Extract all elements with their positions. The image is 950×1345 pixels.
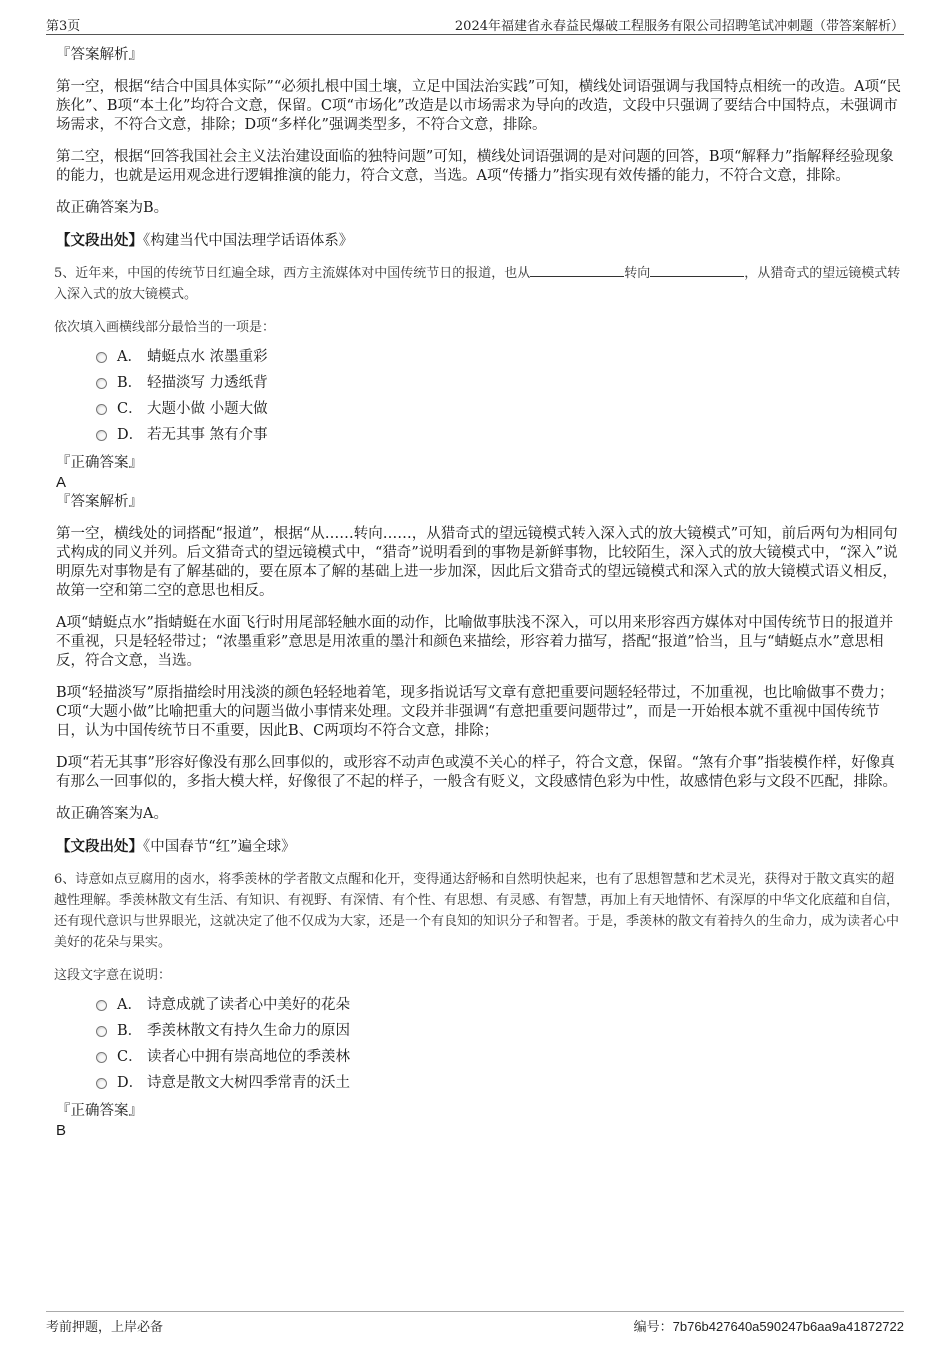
q5-source-label: 【文段出处】: [56, 838, 143, 855]
radio-icon[interactable]: [96, 352, 107, 363]
radio-icon[interactable]: [96, 1000, 107, 1011]
q6-option-a[interactable]: [96, 992, 902, 1018]
q5-blank-2: [650, 264, 744, 277]
option-letter: C．: [117, 401, 143, 417]
q5-analysis-label: 『答案解析』: [56, 494, 143, 510]
footer-slogan: 考前押题，上岸必备: [46, 1320, 164, 1335]
q5-analysis-para3: B项“轻描淡写”原指描绘时用浅淡的颜色轻轻地着笔，现多指说话写文章有意把重要问题轻轻带过，不加重视，也比喻做事不费力；C项“大题小做”比喻把重大的问题当做小事情来处理。文段并非强调“有意把重要问题带过”，而是一开始根本就不重视中国传统节日，认为中国传统节日不重要，因此B、C两项均不符合文意，排除；: [56, 685, 894, 739]
q5-analysis-para1: 第一空，横线处的词搭配“报道”，根据“从……转向……，从猎奇式的望远镜模式转入深入式的放大镜模式”可知，前后两句为相同句式构成的同义并列。后文猎奇式的望远镜模式中，“猎奇”说明看到的事物是新鲜事物，比较陌生，深入式的放大镜模式中，“深入”说明原先对事物是有了解基础的，要在原本了解的基础上进一步加深，因此后文猎奇式的望远镜模式和深入式的放大镜模式语义相反，故第一空和第二空的意思也相反。: [56, 526, 898, 599]
q4-analysis-label: 『答案解析』: [56, 47, 143, 63]
option-text: 诗意成就了读者心中美好的花朵: [147, 997, 350, 1013]
option-text: 大题小做 小题大做: [147, 401, 268, 417]
option-letter: B．: [117, 375, 143, 391]
option-text: 轻描淡写 力透纸背: [147, 375, 268, 391]
q5-conclusion: 故正确答案为A。: [56, 806, 168, 822]
q5-source: [56, 837, 902, 857]
q5-prompt: 依次填入画横线部分最恰当的一项是：: [54, 320, 276, 335]
q6-option-c[interactable]: [96, 1044, 902, 1070]
page-footer: [46, 1311, 904, 1336]
q6-correct-answer: B: [56, 1122, 67, 1139]
option-letter: D．: [117, 427, 144, 443]
q6-prompt: 这段文字意在说明：: [54, 968, 172, 983]
option-letter: D．: [117, 1075, 144, 1091]
radio-icon[interactable]: [96, 1026, 107, 1037]
q4-analysis-para1: 第一空，根据“结合中国具体实际”“必须扎根中国土壤，立足中国法治实践”可知，横线处词语强调与我国特点相统一的改造。A项“民族化”、B项“本土化”均符合文意，保留。C项“市场化”改造是以市场需求为导向的改造，文段中只强调了要结合中国特点，未强调市场需求，不符合文意，排除；D项“多样化”强调类型多，不符合文意，排除。: [56, 79, 902, 133]
radio-icon[interactable]: [96, 1052, 107, 1063]
radio-icon[interactable]: [96, 1078, 107, 1089]
q5-option-d[interactable]: [96, 422, 902, 448]
option-text: 蜻蜓点水 浓墨重彩: [147, 349, 268, 365]
page-number: 第3页: [46, 19, 81, 34]
document-body: [56, 46, 902, 1140]
q4-conclusion: 故正确答案为B。: [56, 200, 169, 216]
q6-option-b[interactable]: [96, 1018, 902, 1044]
q5-analysis-para4: D项“若无其事”形容好像没有那么回事似的，或形容不动声色或漠不关心的样子，符合文意，保留。“煞有介事”指装模作样，好像真有那么一回事似的，多指大模大样，好像很了不起的样子，一般含有贬义，文段感情色彩为中性，故感情色彩与文段不匹配，排除。: [56, 755, 897, 790]
q5-stem: [54, 263, 902, 305]
option-letter: C．: [117, 1049, 143, 1065]
radio-icon[interactable]: [96, 430, 107, 441]
q6-stem: 6、诗意如点豆腐用的卤水，将季羡林的学者散文点醒和化开，变得通达舒畅和自然明快起来，也有了思想智慧和艺术灵光，获得对于散文真实的超越性理解。季羡林散文有生活、有知识、有视野、有深情、有个性、有思想、有灵感、有智慧，再加上有天地情怀、有深厚的中华文化底蕴和自信，还有现代意识与世界眼光，这就决定了他不仅成为大家，还是一个有良知的知识分子和智者。于是，季羡林的散文有着持久的生命力，成为读者心中美好的花朵与果实。: [54, 872, 900, 950]
option-letter: B．: [117, 1023, 143, 1039]
q6-options: [96, 992, 902, 1096]
q5-correct-label: 『正确答案』: [56, 455, 143, 471]
option-text: 季羡林散文有持久生命力的原因: [147, 1023, 350, 1039]
footer-serial: [634, 1316, 904, 1335]
page-header: [46, 12, 904, 35]
q5-blank-1: [530, 264, 624, 277]
q5-analysis-para2: A项“蜻蜓点水”指蜻蜓在水面飞行时用尾部轻触水面的动作，比喻做事肤浅不深入，可以用来形容西方媒体对中国传统节日的报道并不重视，只是轻轻带过；“浓墨重彩”意思是用浓重的墨汁和颜色来描绘，形容着力描写，搭配“报道”恰当，且与“蜻蜓点水”意思相反，符合文意，当选。: [56, 615, 894, 669]
option-text: 若无其事 煞有介事: [147, 427, 268, 443]
option-letter: A．: [117, 997, 142, 1013]
serial-number: 7b76b427640a590247b6aa9a41872722: [672, 1319, 904, 1334]
serial-label: 编号：: [633, 1320, 673, 1335]
radio-icon[interactable]: [96, 404, 107, 415]
q5-source-title: 《中国春节“红”遍全球》: [143, 839, 296, 855]
q5-option-a[interactable]: [96, 344, 902, 370]
q4-source: [56, 231, 902, 251]
q5-options: [96, 344, 902, 448]
q4-source-label: 【文段出处】: [56, 232, 143, 249]
option-letter: A．: [117, 349, 142, 365]
q5-option-c[interactable]: [96, 396, 902, 422]
radio-icon[interactable]: [96, 378, 107, 389]
q6-correct-label: 『正确答案』: [56, 1103, 143, 1119]
document-title: 2024年福建省永春益民爆破工程服务有限公司招聘笔试冲刺题（带答案解析）: [454, 19, 904, 34]
q5-correct-answer: A: [56, 474, 67, 491]
option-text: 诗意是散文大树四季常青的沃土: [147, 1075, 350, 1091]
q4-analysis-para2: 第二空，根据“回答我国社会主义法治建设面临的独特问题”可知，横线处词语强调的是对问题的回答，B项“解释力”指解释经验现象的能力，也就是运用观念进行逻辑推演的能力，符合文意，当选。A项“传播力”指实现有效传播的能力，不符合文意，排除。: [56, 149, 894, 184]
option-text: 读者心中拥有崇高地位的季羡林: [147, 1049, 350, 1065]
q5-stem-part1: 5、近年来，中国的传统节日红遍全球，西方主流媒体对中国传统节日的报道，也从: [54, 266, 531, 281]
q6-option-d[interactable]: [96, 1070, 902, 1096]
q5-stem-part3: ，从猎奇式的望远镜模式转入深入式的放大镜模式。: [54, 266, 901, 302]
q5-option-b[interactable]: [96, 370, 902, 396]
q4-source-title: 《构建当代中国法理学话语体系》: [143, 233, 354, 249]
q5-stem-part2: 转向: [624, 266, 651, 281]
